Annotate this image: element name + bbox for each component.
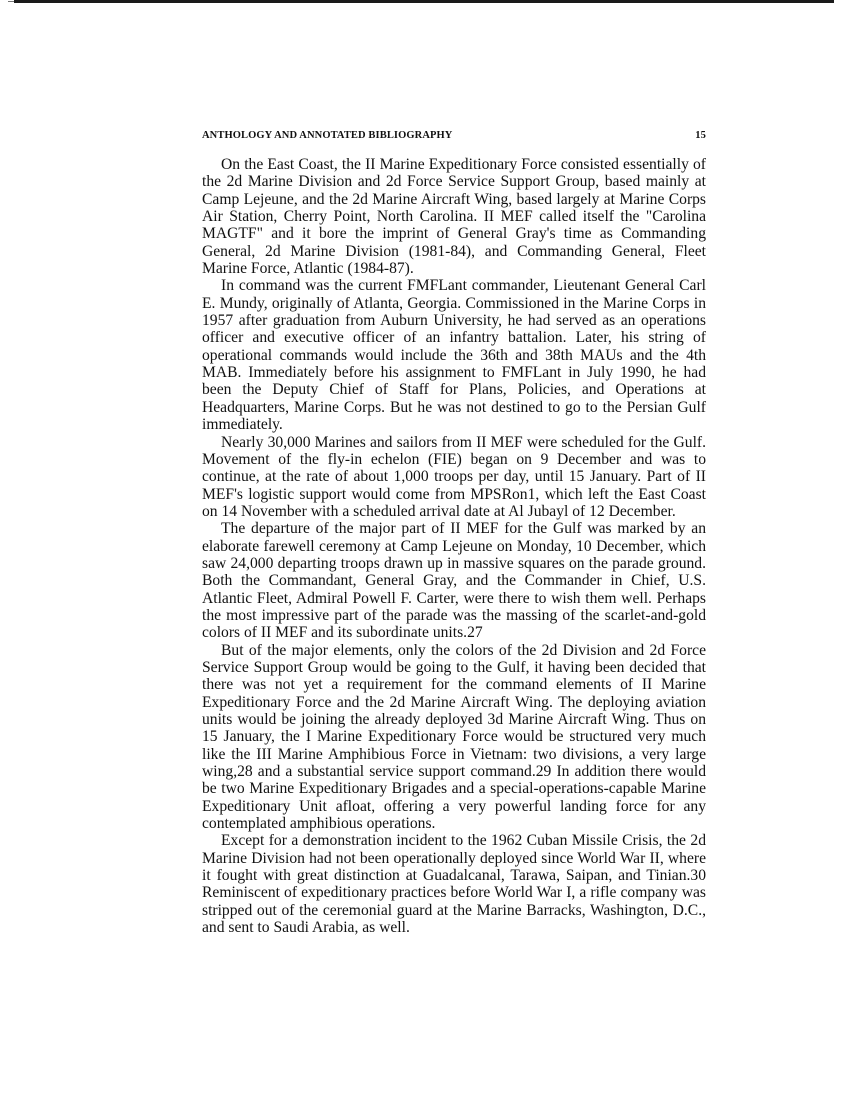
paragraph-ii-mef-overview: On the East Coast, the II Marine Expeditionary Force consisted essentially of the 2d Marine Division and 2d Force Service Support Group, based mainly at Camp Lejeune, and the 2d Marine Aircraft Wing, based largely at Marine Corps Air Station, Cherry Point, North Carolina. II MEF called itself the "Carolina MAGTF" and it bore the imprint of General Gray's time as Commanding General, 2d Marine Division (1981-84), and Commanding General, Fleet Marine Force, Atlantic (1984-87). bbox=[202, 156, 706, 278]
paragraph-deployment-movement: Nearly 30,000 Marines and sailors from II MEF were scheduled for the Gulf. Movement of the fly-in echelon (FIE) began on 9 December and was to continue, at the rate of about 1,000 troops per day, until 15 January. Part of II MEF's logistic support would come from MPSRon1, which left the East Coast on 14 November with a scheduled arrival date at Al Jubayl of 12 December. bbox=[202, 433, 706, 520]
body-text bbox=[202, 156, 706, 936]
running-head bbox=[202, 130, 706, 146]
paragraph-2d-division-history: Except for a demonstration incident to the 1962 Cuban Missile Crisis, the 2d Marine Division had not been operationally deployed since World War II, where it fought with great distinction at Guadalcanal, Tarawa, Saipan, and Tinian.30 Reminiscent of expeditionary practices before World War I, a rifle company was stripped out of the ceremonial guard at the Marine Barracks, Washington, D.C., and sent to Saudi Arabia, as well. bbox=[202, 832, 706, 937]
paragraph-farewell-ceremony: The departure of the major part of II MEF for the Gulf was marked by an elaborate farewell ceremony at Camp Lejeune on Monday, 10 December, which saw 24,000 departing troops drawn up in massive squares on the parade ground. Both the Commandant, General Gray, and the Commander in Chief, U.S. Atlantic Fleet, Admiral Powell F. Carter, were there to wish them well. Perhaps the most impressive part of the parade was the massing of the scarlet-and-gold colors of II MEF and its subordinate units.27 bbox=[202, 520, 706, 642]
top-border-rule bbox=[14, 0, 834, 3]
page-number: 15 bbox=[695, 130, 706, 141]
paragraph-mundy-command: In command was the current FMFLant commander, Lieutenant General Carl E. Mundy, originally of Atlanta, Georgia. Commissioned in the Marine Corps in 1957 after graduation from Auburn University, he had served as an operations officer and executive officer of an infantry battalion. Later, his string of operational commands would include the 36th and 38th MAUs and the 4th MAB. Immediately before his assignment to FMFLant in July 1990, he had been the Deputy Chief of Staff for Plans, Policies, and Operations at Headquarters, Marine Corps. But he was not destined to go to the Persian Gulf immediately. bbox=[202, 277, 706, 434]
paragraph-major-elements: But of the major elements, only the colors of the 2d Division and 2d Force Service Support Group would be going to the Gulf, it having been decided that there was not yet a requirement for the command elements of II Marine Expeditionary Force and the 2d Marine Aircraft Wing. The deploying aviation units would be joining the already deployed 3d Marine Aircraft Wing. Thus on 15 January, the I Marine Expeditionary Force would be structured very much like the III Marine Amphibious Force in Vietnam: two divisions, a very large wing,28 and a substantial service support command.29 In addition there would be two Marine Expeditionary Brigades and a special-operations-capable Marine Expeditionary Unit afloat, offering a very powerful landing force for any contemplated amphibious operations. bbox=[202, 641, 706, 833]
running-head-title: ANTHOLOGY AND ANNOTATED BIBLIOGRAPHY bbox=[202, 130, 453, 141]
